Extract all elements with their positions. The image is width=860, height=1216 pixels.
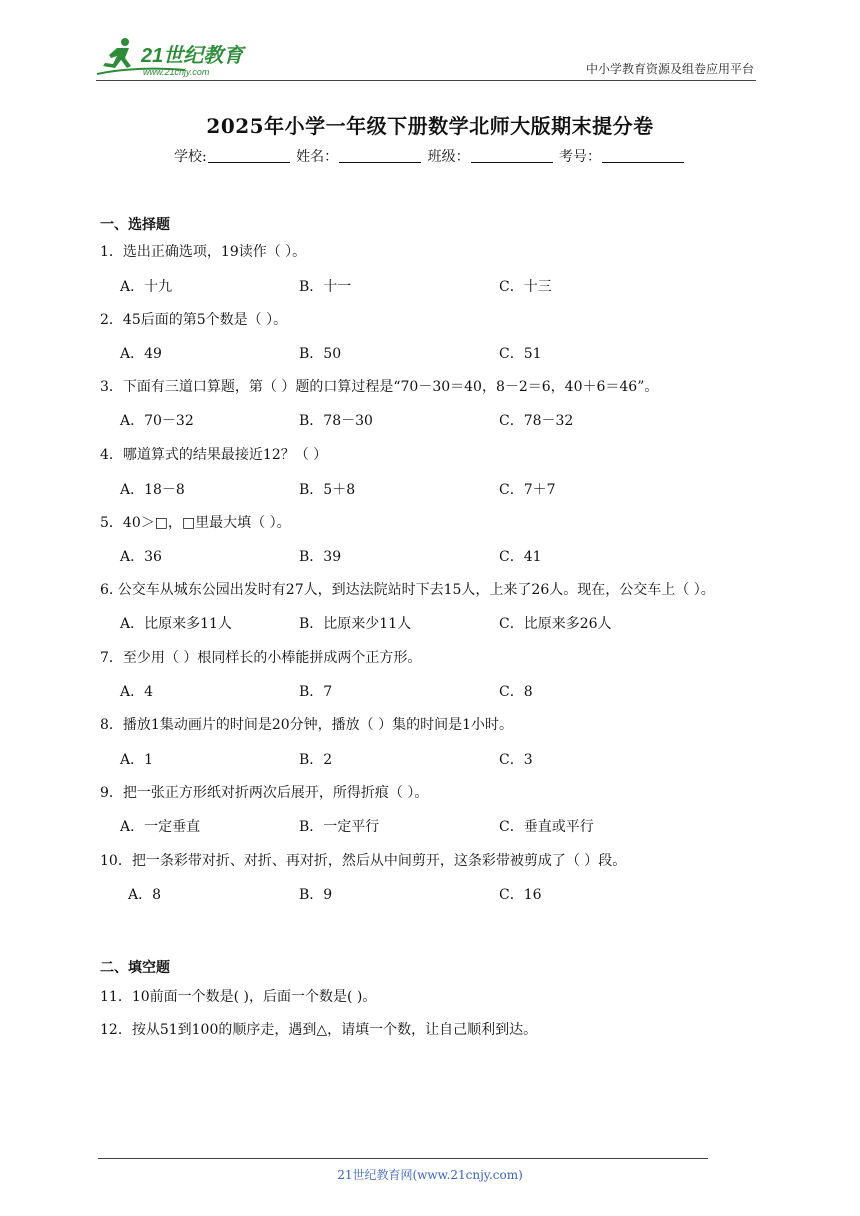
question: 5．40＞□，□里最大填（ ）。 [100, 515, 291, 531]
option-b: B．7 [299, 684, 333, 700]
option-c: C．7＋7 [499, 482, 556, 498]
section-fill-heading: 二、填空题 [100, 960, 170, 976]
option-c: C．8 [499, 684, 533, 700]
option-b: B．十一 [299, 279, 352, 295]
student-info-line [0, 146, 860, 166]
option-b: B．9 [299, 887, 333, 903]
option-b: B．78－30 [299, 413, 373, 429]
option-b: B．2 [299, 752, 333, 768]
option-b: B．比原来少11人 [299, 616, 412, 632]
question: 1．选出正确选项，19读作（ ）。 [100, 244, 307, 260]
question: 12．按从51到100的顺序走，遇到△，请填一个数，让自己顺利到达。 [100, 1022, 538, 1038]
option-b: B．50 [299, 346, 342, 362]
question: 7．至少用（ ）根同样长的小棒能拼成两个正方形。 [100, 650, 422, 666]
header-divider [96, 80, 756, 81]
option-c: C．51 [499, 346, 542, 362]
name-label: 姓名： [296, 149, 339, 165]
question: 3．下面有三道口算题，第（ ）题的口算过程是“70－30＝40，8－2＝6，40＋6＝46”。 [100, 379, 659, 395]
option-a: A．比原来多11人 [120, 616, 232, 632]
platform-name: 中小学教育资源及组卷应用平台 [585, 62, 754, 76]
exam-number-blank [602, 148, 684, 163]
site-logo [95, 36, 265, 80]
option-b: B．5＋8 [299, 482, 356, 498]
option-b: B．39 [299, 549, 342, 565]
name-blank [339, 148, 421, 163]
option-c: C．垂直或平行 [499, 819, 594, 835]
logo-url: www.21cnjy.com [143, 67, 210, 77]
option-c: C．3 [499, 752, 533, 768]
option-a: A．十九 [120, 279, 173, 295]
question: 10．把一条彩带对折、对折、再对折，然后从中间剪开，这条彩带被剪成了（ ）段。 [100, 853, 627, 869]
class-blank [471, 148, 553, 163]
option-a: A．70－32 [120, 413, 194, 429]
option-c: C．16 [499, 887, 542, 903]
option-a: A．1 [120, 752, 154, 768]
option-c: C．78－32 [499, 413, 574, 429]
option-a: A．8 [128, 887, 162, 903]
exam-number-label: 考号： [559, 149, 602, 165]
question: 11．10前面一个数是( )，后面一个数是( )。 [100, 989, 377, 1005]
class-label: 班级： [427, 149, 470, 165]
section-choice-heading: 一、选择题 [100, 217, 170, 233]
question: 6. 公交车从城东公园出发时有27人，到达法院站时下去15人，上来了26人。现在，公交车上（ ）。 [100, 582, 715, 598]
question: 2．45后面的第5个数是（ ）。 [100, 312, 288, 328]
option-b: B．一定平行 [299, 819, 380, 835]
question: 9．把一张正方形纸对折两次后展开，所得折痕（ ）。 [100, 785, 429, 801]
school-label: 学校: [173, 149, 207, 165]
question: 8．播放1集动画片的时间是20分钟，播放（ ）集的时间是1小时。 [100, 717, 513, 733]
question: 4．哪道算式的结果最接近12？（ ） [100, 447, 328, 463]
option-c: C．十三 [499, 279, 552, 295]
school-blank [208, 148, 290, 163]
option-a: A．一定垂直 [120, 819, 201, 835]
option-a: A．4 [120, 684, 154, 700]
page-title: 2025年小学一年级下册数学北师大版期末提分卷 [206, 114, 654, 138]
option-a: A．36 [120, 549, 162, 565]
option-a: A．49 [120, 346, 162, 362]
logo-text: 21世纪教育 [141, 45, 244, 67]
footer-divider [98, 1158, 708, 1159]
runner-logo-icon [95, 36, 265, 80]
option-c: C．比原来多26人 [499, 616, 612, 632]
option-a: A．18－8 [120, 482, 185, 498]
option-c: C．41 [499, 549, 542, 565]
footer-text: 21世纪教育网(www.21cnjy.com) [337, 1168, 523, 1182]
